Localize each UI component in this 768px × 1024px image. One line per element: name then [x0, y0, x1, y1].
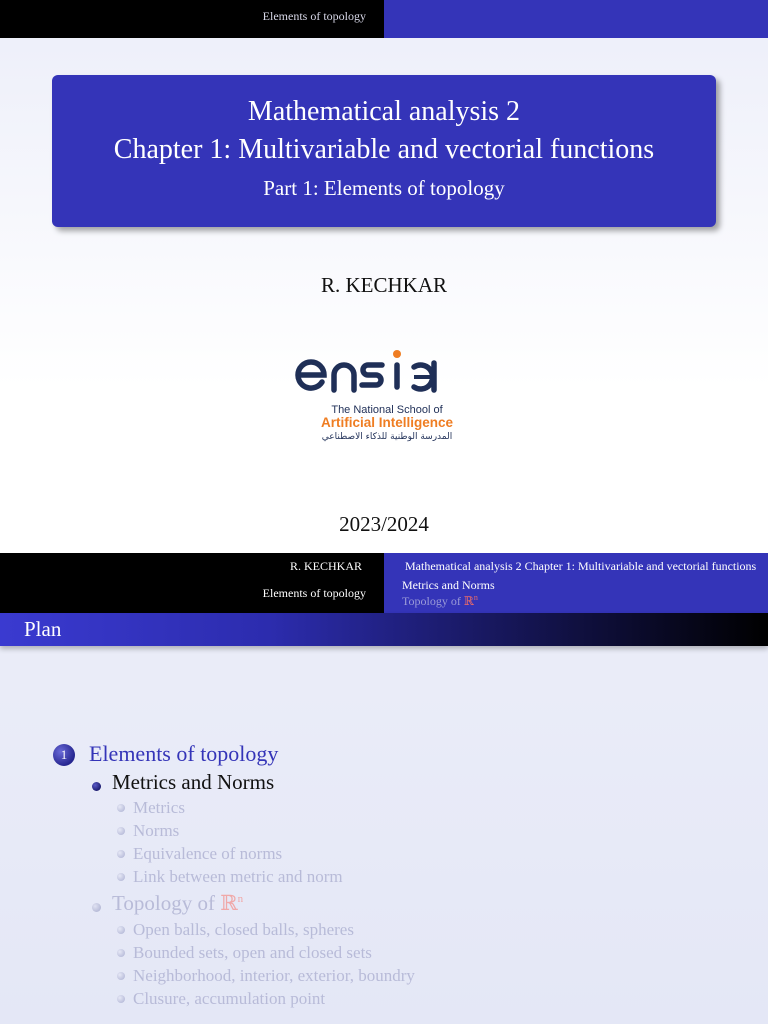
- bullet-icon: [117, 972, 125, 980]
- toc-item-metrics[interactable]: Metrics: [133, 798, 185, 817]
- bullet-icon: [117, 949, 125, 957]
- subtitle: Part 1: Elements of topology: [263, 176, 505, 200]
- logo-line-3: المدرسة الوطنية للذكاء الاصطناعي: [321, 432, 453, 442]
- header-short-title: Elements of topology: [0, 0, 384, 38]
- year: 2023/2024: [339, 512, 429, 536]
- title-line-1: Mathematical analysis 2: [247, 96, 521, 127]
- ensia-logo-icon: [290, 345, 480, 445]
- toc-item-neighborhood[interactable]: Neighborhood, interior, exterior, boundry: [133, 966, 415, 985]
- header-right-panel: [384, 0, 768, 38]
- header-right-panel: [384, 553, 768, 613]
- toc-section-title[interactable]: Elements of topology: [89, 741, 279, 766]
- header-author: R. KECHKAR: [289, 559, 362, 573]
- plan-slide-header: [0, 553, 768, 613]
- bullet-icon: [117, 995, 125, 1003]
- toc-item-equivalence[interactable]: Equivalence of norms: [133, 844, 283, 863]
- section-number-badge: 1: [53, 744, 75, 766]
- toc-item-link[interactable]: Link between metric and norm: [133, 867, 343, 886]
- toc-item-norms[interactable]: Norms: [133, 821, 180, 840]
- frame-title: Plan: [0, 613, 768, 646]
- bullet-icon: [117, 873, 125, 881]
- bullet-icon: [117, 850, 125, 858]
- header-talk-title: Mathematical analysis 2 Chapter 1: Multivariable and vectorial functions: [405, 559, 757, 573]
- toc-item-bounded[interactable]: Bounded sets, open and closed sets: [133, 943, 372, 962]
- title-box: [52, 75, 716, 227]
- logo-line-2: Artificial Intelligence: [320, 415, 454, 430]
- header-left-panel: [0, 553, 384, 613]
- bullet-icon: [117, 804, 125, 812]
- title-slide-header: [0, 0, 768, 38]
- header-subsection-current[interactable]: Metrics and Norms: [402, 578, 495, 592]
- toc-subsection-metrics-norms[interactable]: Metrics and Norms: [112, 770, 275, 794]
- bullet-icon: [117, 827, 125, 835]
- bullet-icon: [92, 903, 101, 912]
- author: R. KECHKAR: [320, 273, 447, 297]
- toc-item-closure[interactable]: Clusure, accumulation point: [133, 989, 326, 1008]
- toc-subsection-topology[interactable]: Topology of ℝ$^n$: [112, 891, 244, 915]
- bullet-icon: [117, 926, 125, 934]
- title-line-2: Chapter 1: Multivariable and vectorial functions: [113, 134, 655, 165]
- toc-item-balls[interactable]: Open balls, closed balls, spheres: [133, 920, 354, 939]
- logo-line-1: The National School of: [331, 404, 443, 416]
- bullet-icon: [92, 782, 101, 791]
- header-section-title[interactable]: Elements of topology: [262, 586, 366, 600]
- plan-slide: [0, 553, 768, 1024]
- header-subsection-next[interactable]: Topology of ℝ$^n$: [402, 593, 478, 608]
